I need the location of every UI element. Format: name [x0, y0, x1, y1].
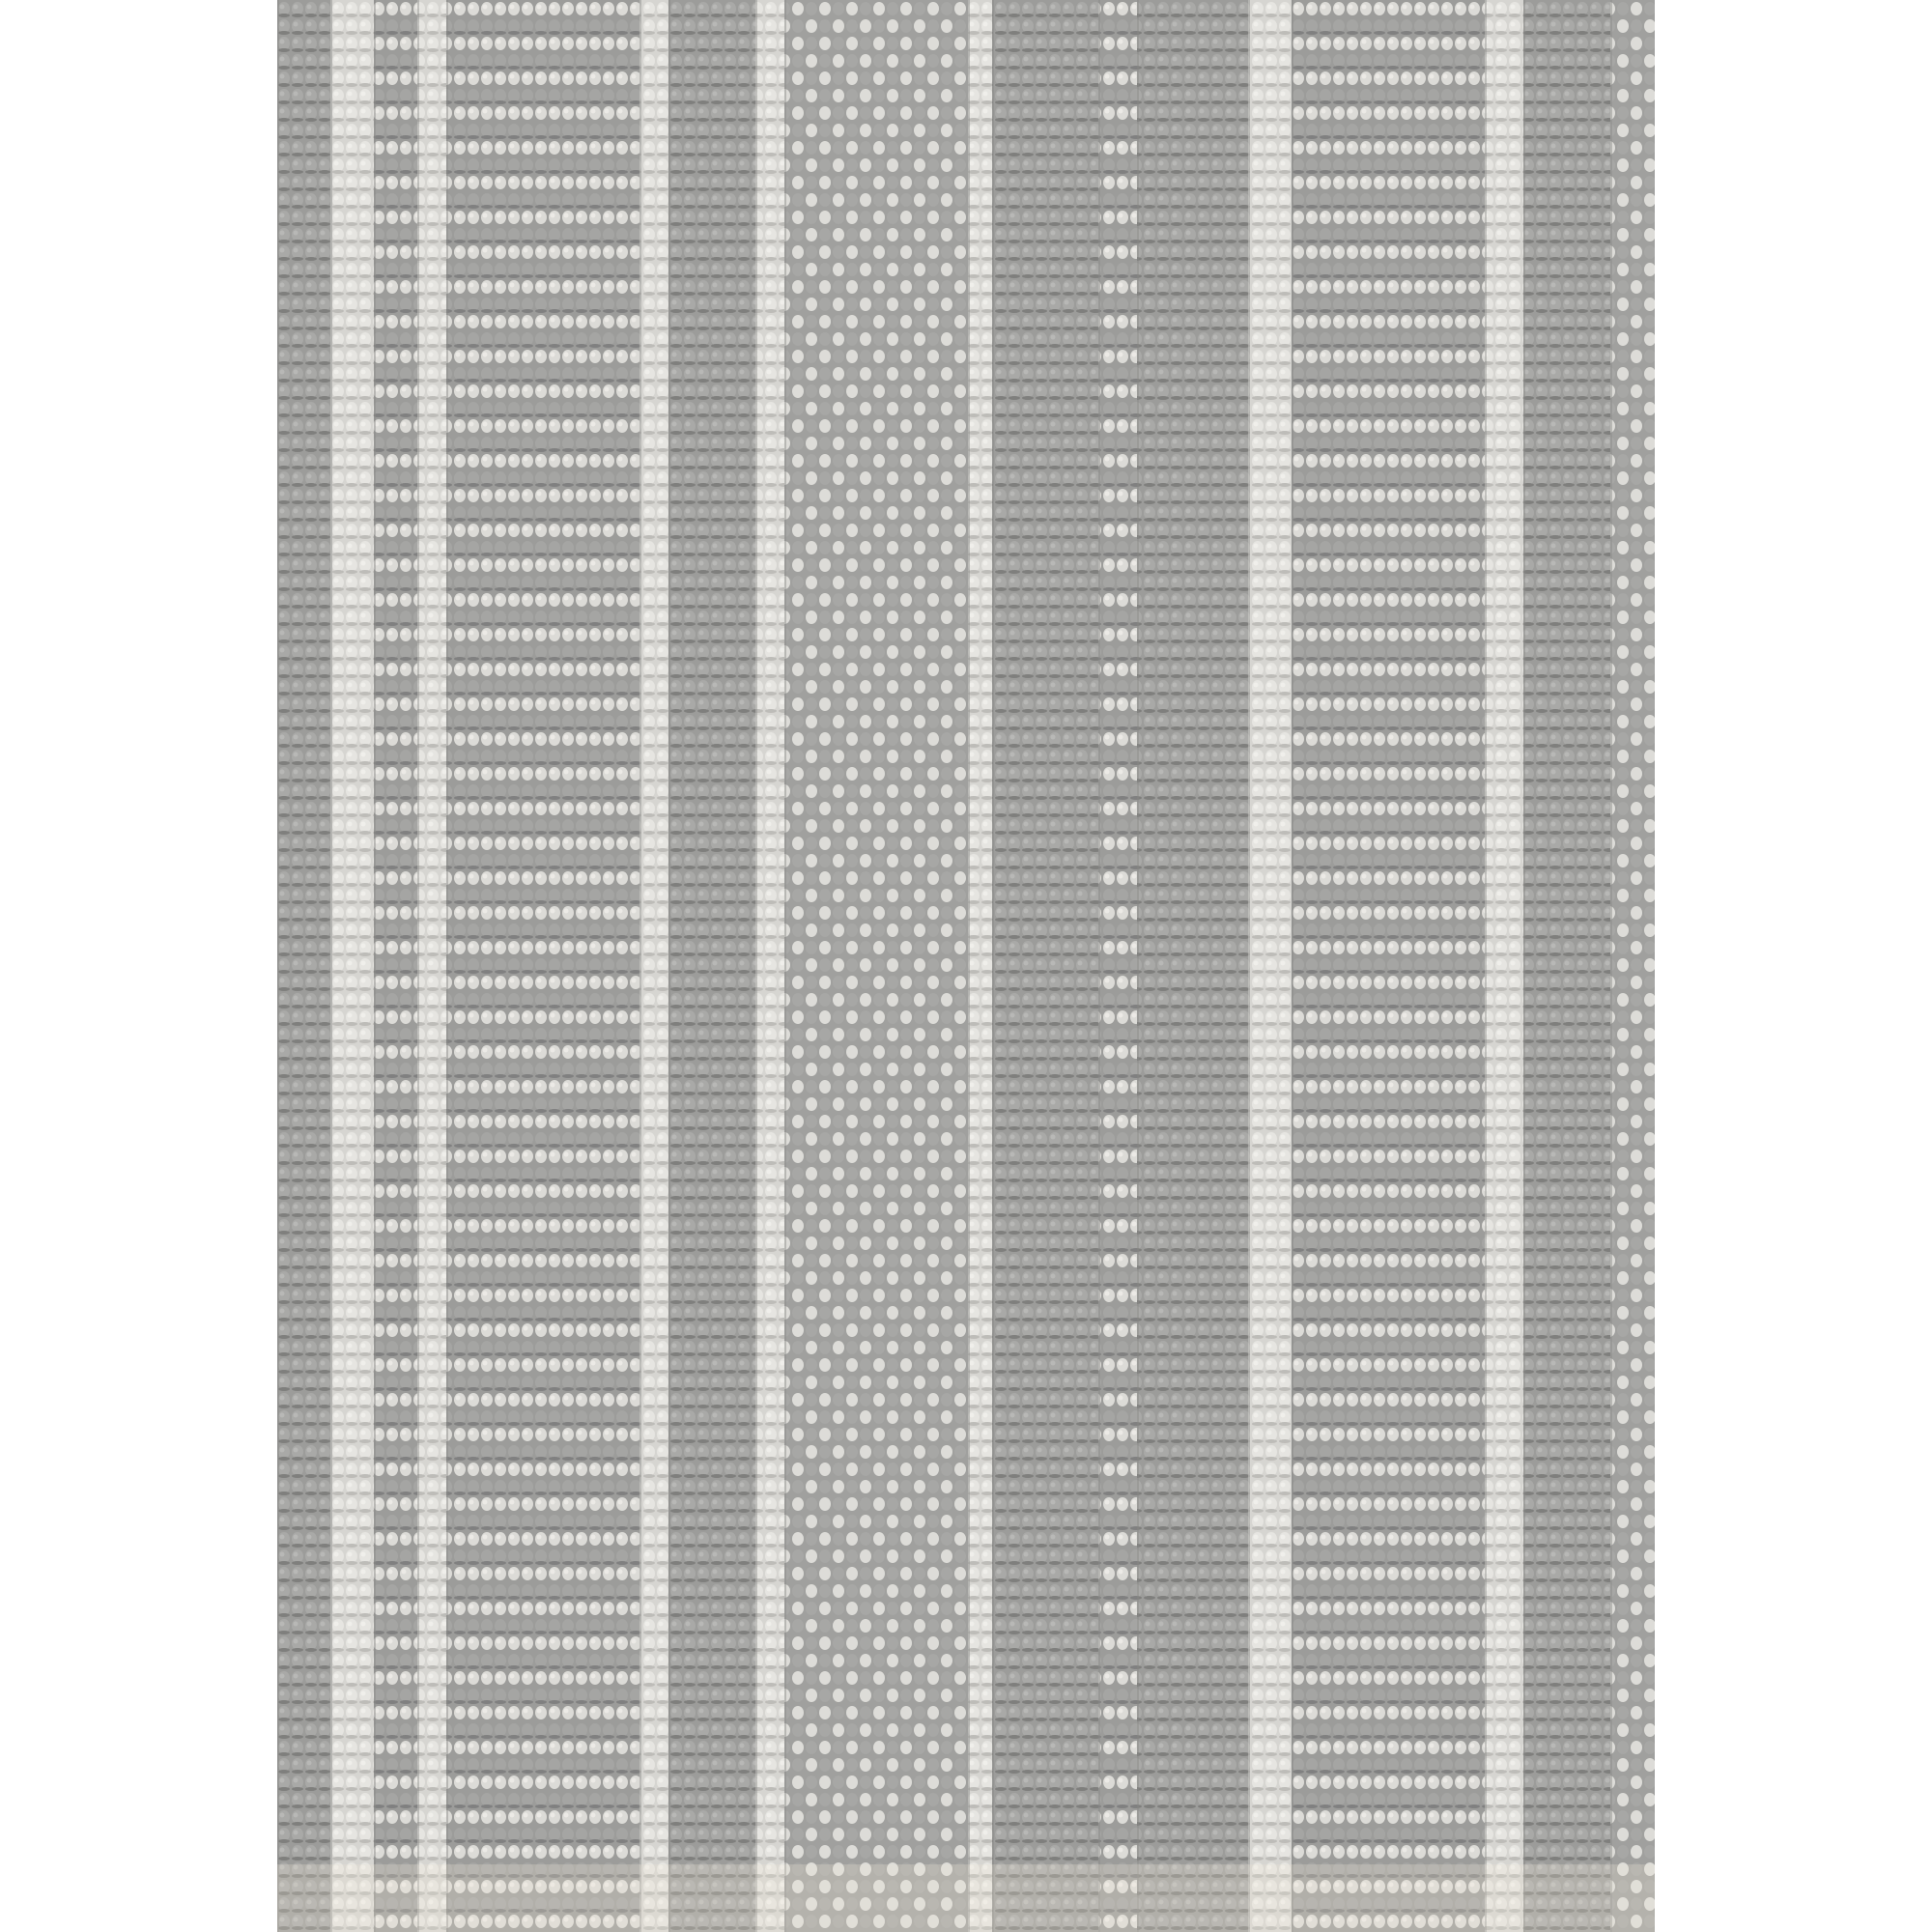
- bottom-warm-tint: [277, 1864, 1655, 1932]
- stripe-divider: [1248, 0, 1250, 1932]
- stripe-divider: [755, 0, 757, 1932]
- stripe-divider: [968, 0, 970, 1932]
- weave-stripe: [784, 0, 968, 1932]
- stripe-divider: [330, 0, 332, 1932]
- stripe-divider: [1137, 0, 1139, 1932]
- stripe-divider: [1485, 0, 1487, 1932]
- stripe-divider: [784, 0, 786, 1932]
- weave-stripe: [417, 0, 446, 1932]
- weave-stripe: [1292, 0, 1485, 1932]
- stripe-divider: [992, 0, 994, 1932]
- weave-stripe: [1248, 0, 1292, 1932]
- rug-swatch: [277, 0, 1655, 1932]
- weave-stripe: [1485, 0, 1523, 1932]
- stripe-divider: [446, 0, 448, 1932]
- weave-stripe: [330, 0, 374, 1932]
- stripe-divider: [1292, 0, 1293, 1932]
- weave-stripe: [374, 0, 417, 1932]
- stripe-divider: [374, 0, 376, 1932]
- weave-stripe: [968, 0, 992, 1932]
- weave-stripe: [992, 0, 1098, 1932]
- weave-stripe: [668, 0, 755, 1932]
- weave-stripe: [1610, 0, 1655, 1932]
- stripe-divider: [639, 0, 641, 1932]
- stripe-divider: [668, 0, 670, 1932]
- weave-stripe: [1137, 0, 1248, 1932]
- rug-weave-pattern: [277, 0, 1655, 1932]
- weave-stripe: [755, 0, 784, 1932]
- weave-stripe: [277, 0, 330, 1932]
- stripe-divider: [1523, 0, 1525, 1932]
- weave-stripe: [1523, 0, 1610, 1932]
- stripe-divider: [277, 0, 279, 1932]
- stripe-divider: [1610, 0, 1612, 1932]
- weave-stripe: [1098, 0, 1137, 1932]
- stripe-divider: [1098, 0, 1100, 1932]
- weave-stripe: [446, 0, 639, 1932]
- weave-stripe: [639, 0, 668, 1932]
- stripe-divider: [417, 0, 419, 1932]
